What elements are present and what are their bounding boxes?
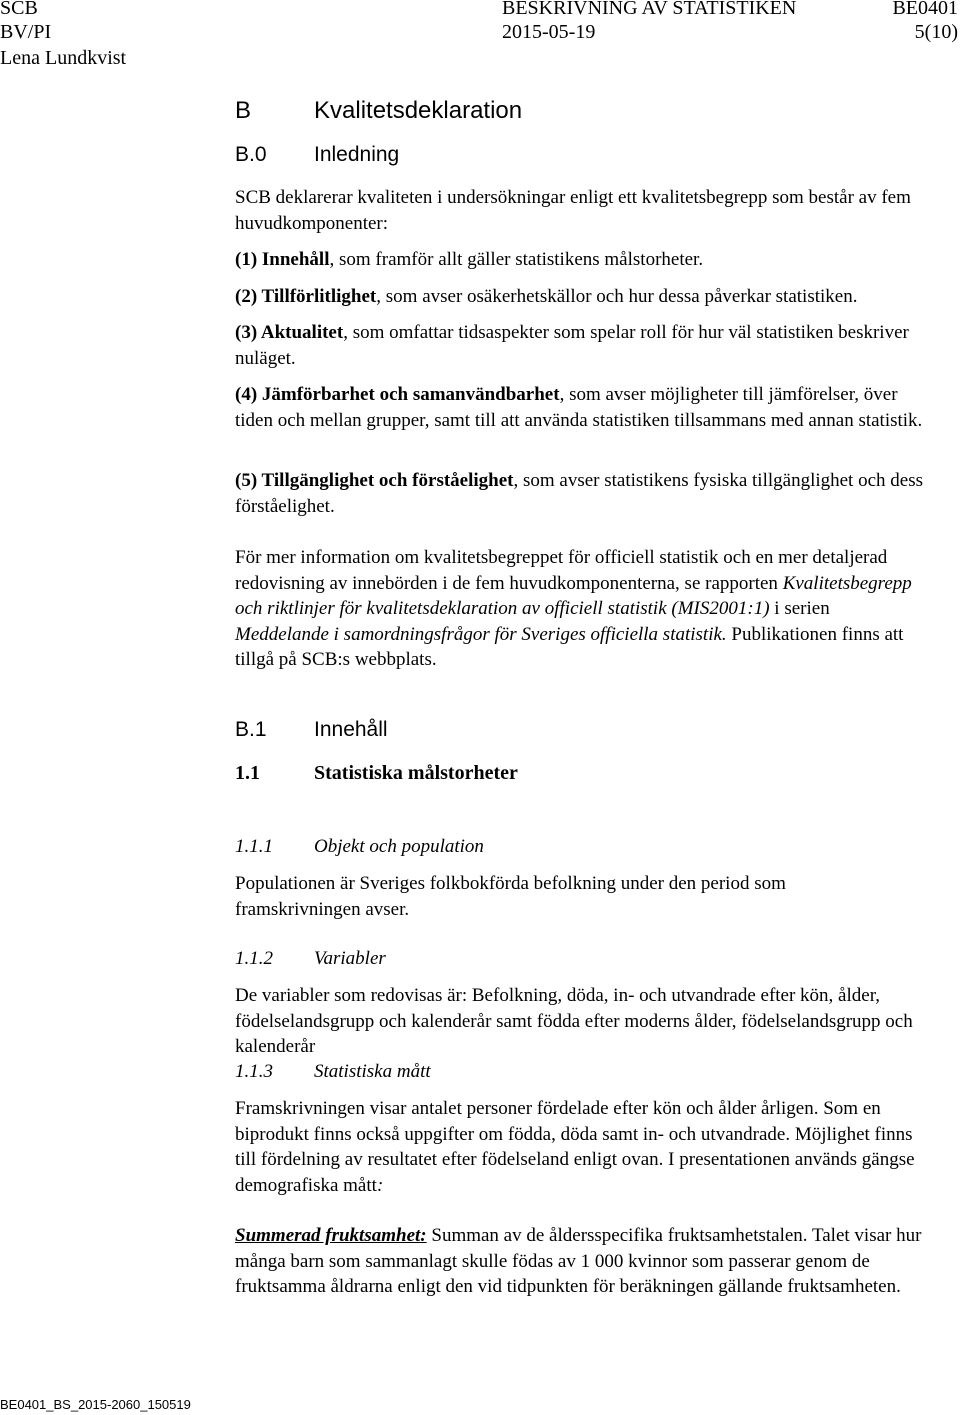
component-1-text: , som framför allt gäller statistikens målstorheter.: [329, 249, 704, 270]
component-2-text: , som avser osäkerhetskällor och hur dessa påverkar statistiken.: [376, 286, 858, 307]
section-1-1-2-number: 1.1.2: [235, 948, 273, 969]
component-3-text: , som omfattar tidsaspekter som spelar roll för hur väl statistiken beskriver nuläget.: [235, 322, 909, 369]
population-paragraph: Populationen är Sveriges folkbokförda befolkning under den period som framskrivningen avser.: [235, 873, 786, 920]
more-info-text-2: i serien: [769, 598, 830, 619]
measures-colon: :: [376, 1174, 384, 1196]
component-2-label: (2) Tillförlitlighet: [235, 286, 377, 307]
more-info-text-3: Publikationen finns att tillgå på SCB:s webbplats.: [235, 623, 904, 670]
section-1-1-2-title: Variabler: [314, 948, 386, 969]
component-4-text: , som avser möjligheter till jämförelser, över tiden och mellan grupper, samt till att använda statistiken tillsammans med annan statistik.: [235, 384, 923, 431]
section-1-1-title: Statistiska målstorheter: [314, 762, 518, 784]
header-unit: BV/PI: [0, 21, 52, 43]
footer-doc-id: BE0401_BS_2015-2060_150519: [0, 1397, 191, 1412]
more-info-text-1: För mer information om kvalitetsbegreppet för officiell statistik och en mer detaljerad redovisning av innebörden i de fem huvudkomponenterna, se rapporten: [235, 547, 888, 594]
component-5-text: , som avser statistikens fysiska tillgänglighet och dess förståelighet.: [235, 470, 923, 517]
definition-paragraph: [235, 1223, 935, 1300]
more-info-paragraph: [235, 545, 915, 673]
section-1-1-1-number: 1.1.1: [235, 836, 273, 857]
section-b0-number: B.0: [235, 143, 267, 166]
header-org: SCB: [0, 0, 38, 19]
header-author: Lena Lundkvist: [0, 47, 127, 69]
section-1-1-3-number: 1.1.3: [235, 1061, 273, 1082]
section-1-1-number: 1.1: [235, 762, 260, 784]
component-4-label: (4) Jämförbarhet och samanvändbarhet: [235, 384, 560, 405]
component-1-label: (1) Innehåll: [235, 249, 330, 270]
header-doc-type: BESKRIVNING AV STATISTIKEN: [502, 0, 797, 19]
section-b1-title: Innehåll: [314, 718, 388, 741]
component-3-label: (3) Aktualitet: [235, 322, 344, 343]
measures-paragraph: [235, 1096, 935, 1198]
section-b-number: B: [235, 97, 252, 124]
section-b0-title: Inledning: [314, 143, 400, 166]
header-date: 2015-05-19: [502, 21, 596, 43]
component-5: [235, 468, 935, 519]
component-4: [235, 382, 935, 433]
variables-paragraph: De variabler som redovisas är: Befolkning, döda, in- och utvandrade efter kön, ålder, födelselandsgrupp och kalenderår samt födda efter moderns ålder, födelselandsgrupp och kalenderår: [235, 985, 913, 1057]
section-b1-number: B.1: [235, 718, 267, 741]
definition-term: Summerad fruktsamhet:: [235, 1225, 427, 1246]
component-3: [235, 320, 935, 371]
report-title: Kvalitetsbegrepp och riktlinjer för kvalitetsdeklaration av officiell statistik (MIS2001:1): [235, 572, 912, 619]
section-b-title: Kvalitetsdeklaration: [314, 97, 523, 124]
section-1-1-1-title: Objekt och population: [314, 836, 484, 857]
definition-text: Summan av de åldersspecifika fruktsamhetstalen. Talet visar hur många barn som sammanlagt skulle födas av 1 000 kvinnor som passerar genom de fruktsamma åldrarna enligt den vid tidpunkten för beräkningen gällande fruktsamheten.: [235, 1225, 922, 1297]
measures-text: Framskrivningen visar antalet personer fördelade efter kön och ålder årligen. Som en biprodukt finns också uppgifter om födda, döda samt in- och utvandrade. Möjlighet finns till fördelning av resultatet efter födelseland enligt ovan. I presentationen används gängse demografiska mått: [235, 1098, 915, 1196]
header-page-number: 5(10): [914, 21, 958, 43]
section-1-1-3-title: Statistiska mått: [314, 1061, 431, 1082]
header-product-code: BE0401: [892, 0, 958, 19]
intro-paragraph: SCB deklarerar kvaliteten i undersökningar enligt ett kvalitetsbegrepp som består av fem huvudkomponenter:: [235, 187, 911, 234]
component-2: [235, 284, 935, 310]
series-title: Meddelande i samordningsfrågor för Sveriges officiella statistik.: [235, 623, 727, 645]
component-5-label: (5) Tillgänglighet och förståelighet: [235, 470, 514, 491]
component-1: [235, 247, 935, 273]
